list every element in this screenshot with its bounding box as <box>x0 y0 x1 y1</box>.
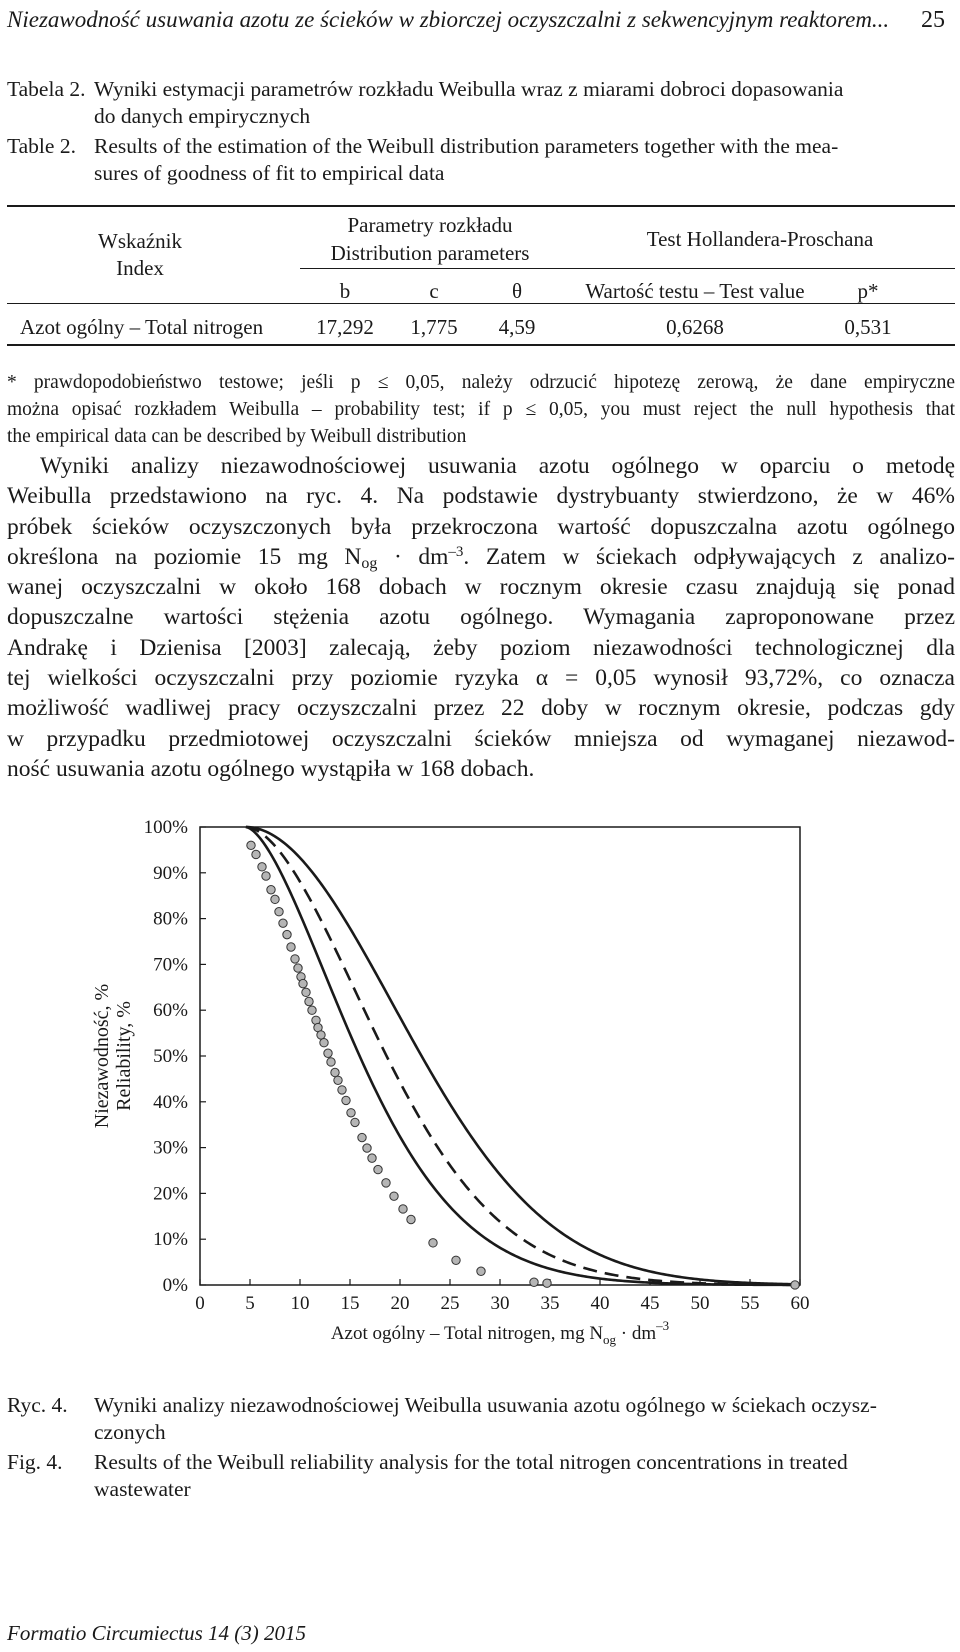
body-line: próbek ścieków oczyszczonych była przekroczona wartość dopuszczalna azotu ogólnego <box>7 513 955 540</box>
data-point <box>390 1192 398 1200</box>
x-tick-label: 45 <box>640 1293 660 1314</box>
body-line: możliwość wadliwej pracy oczyszczalni przez 22 doby w rocznym okresie, podczas gdy <box>7 695 955 722</box>
x-tick-label: 30 <box>490 1293 510 1314</box>
y-tick-label: 60% <box>153 1000 188 1022</box>
data-point <box>358 1133 366 1141</box>
body-line: Andrakę i Dzienisa [2003] zalecają, żeby poziom niezawodności technologicznej dla <box>7 634 955 661</box>
table-caption-en <box>7 133 955 187</box>
table-bottom-rule <box>7 344 955 346</box>
x-tick-label: 25 <box>440 1293 460 1314</box>
x-tick-label: 40 <box>590 1293 610 1314</box>
footnote-line: the empirical data can be described by Weibull distribution <box>7 426 467 447</box>
data-point <box>258 863 266 871</box>
body-line: dopuszczalne wartości stężenia azotu ogólnego. Wymagania zaproponowane przez <box>7 604 955 631</box>
y-tick-label: 90% <box>153 862 188 884</box>
x-tick-label: 20 <box>390 1293 410 1314</box>
data-point <box>302 988 310 996</box>
body-subscript: og <box>361 554 378 572</box>
table-head-index-en: Index <box>116 256 164 280</box>
data-point <box>283 930 291 938</box>
data-point <box>368 1154 376 1162</box>
x-tick-label: 5 <box>245 1293 255 1314</box>
figure-caption-en-label: Fig. 4. <box>7 1450 63 1474</box>
table-cell-c: 1,775 <box>410 315 458 339</box>
y-tick-label: 40% <box>153 1091 188 1113</box>
figure-caption-pl-label: Ryc. 4. <box>7 1393 68 1417</box>
data-point <box>262 872 270 880</box>
figure-caption-en-line2: wastewater <box>94 1477 191 1501</box>
footnote-line: * prawdopodobieństwo testowe; jeśli p ≤ 0,05, należy odrzucić hipotezę zerową, że dane empiryczne <box>7 372 955 393</box>
table-footnote <box>7 369 955 450</box>
table-col-p: p* <box>857 279 879 303</box>
x-tick-label: 15 <box>340 1293 360 1314</box>
journal-footer: Formatio Circumiectus 14 (3) 2015 <box>7 1621 307 1645</box>
data-point <box>347 1109 355 1117</box>
body-line: tej wielkości oczyszczalni przy poziomie ryzyka α = 0,05 wynosił 93,72%, co oznacza <box>7 665 955 692</box>
data-point <box>267 886 275 894</box>
table-row-label: Azot ogólny – Total nitrogen <box>20 315 264 339</box>
y-tick-label: 50% <box>153 1046 188 1067</box>
body-line: w przypadku przedmiotowej oczyszczalni ścieków mniejsza od wymaganej niezawod- <box>7 725 955 752</box>
data-point <box>363 1144 371 1152</box>
x-axis-label: Azot ogólny – Total nitrogen, mg $N_{og} \cdot dm^{-3}$ <box>330 1318 670 1347</box>
data-point <box>331 1068 339 1076</box>
figure-caption-en-text <box>94 1449 954 1503</box>
table-caption-en-line1: Results of the estimation of the Weibull distribution parameters together with the mea- <box>94 134 839 158</box>
y-tick-label: 100% <box>143 817 188 838</box>
y-tick-label: 10% <box>153 1229 188 1251</box>
table-header-rule <box>7 303 955 304</box>
data-point <box>308 1006 316 1014</box>
data-point <box>299 979 307 987</box>
table-cell-theta: 4,59 <box>498 315 536 339</box>
table-head-params-pl: Parametry rozkładu <box>347 213 513 237</box>
body-text-run: określona na poziomie 15 mg N <box>7 543 362 570</box>
y-tick-label: 30% <box>153 1137 188 1159</box>
table-cell-test-value: 0,6268 <box>666 315 724 339</box>
x-tick-label: 0 <box>195 1293 205 1314</box>
figure-caption-pl-line1: Wyniki analizy niezawodnościowej Weibulla usuwania azotu ogólnego w ściekach oczysz- <box>94 1393 877 1417</box>
y-axis-label-en: Reliability, % <box>113 1001 135 1111</box>
body-line: wanej oczyszczalni w około 168 dobach w rocznym okresie czasu znajdują się ponad <box>7 574 955 601</box>
data-point <box>271 895 279 903</box>
data-point <box>252 850 260 858</box>
figure-caption-pl-text <box>94 1392 954 1446</box>
figure-caption-pl-line2: czonych <box>94 1420 166 1444</box>
y-tick-label: 20% <box>153 1183 188 1205</box>
body-line: Wyniki analizy niezawodnościowej usuwania azotu ogólnego w oparciu o metodę <box>40 453 955 479</box>
data-point <box>382 1179 390 1187</box>
table-caption-pl-label: Tabela 2. <box>7 77 86 101</box>
data-point <box>374 1165 382 1173</box>
y-tick-label: 0% <box>162 1275 188 1296</box>
table-caption-pl <box>7 76 955 130</box>
table-col-b: b <box>339 279 351 303</box>
plot-frame <box>200 827 800 1285</box>
figure-caption-en <box>7 1449 955 1503</box>
data-point <box>279 919 287 927</box>
data-point <box>305 997 313 1005</box>
data-point <box>342 1096 350 1104</box>
page-number: 25 <box>921 7 945 33</box>
body-text-run: . Zatem w ściekach odpływających z analizo- <box>463 543 955 570</box>
x-tick-label: 55 <box>740 1293 760 1314</box>
running-head <box>7 2 955 38</box>
table-col-theta: θ <box>511 279 523 303</box>
footnote-line: można opisać rozkładem Weibulla – probability test; if p ≤ 0,05, you must reject the null hypothesis that <box>7 399 955 420</box>
data-point <box>338 1086 346 1094</box>
body-paragraph <box>7 451 955 784</box>
weibull-chart-svg <box>80 815 860 1355</box>
table-caption-en-label: Table 2. <box>7 134 76 158</box>
table-col-c: c <box>429 279 439 303</box>
weibull-chart <box>80 815 860 1355</box>
body-line: Weibulla przedstawiono na ryc. 4. Na podstawie dystrybuanty stwierdzono, że w 46% <box>7 483 955 510</box>
running-head-title: Niezawodność usuwania azotu ze ścieków w zbiorczej oczyszczalni z sekwencyjnym reaktorem... <box>7 7 890 32</box>
data-point <box>327 1058 335 1066</box>
y-tick-label: 70% <box>153 954 188 976</box>
data-point <box>291 955 299 963</box>
table-head-index-pl: Wskaźnik <box>98 229 182 253</box>
data-point <box>399 1205 407 1213</box>
y-axis-label-pl: Niezawodność, % <box>91 983 113 1129</box>
data-point <box>477 1267 485 1275</box>
data-point <box>334 1076 342 1084</box>
data-point <box>287 943 295 951</box>
table-caption-en-line2: sures of goodness of fit to empirical data <box>94 161 445 185</box>
x-tick-label: 35 <box>540 1293 560 1314</box>
body-line-with-units <box>7 542 955 572</box>
data-point <box>351 1118 359 1126</box>
data-point <box>452 1256 460 1264</box>
data-point <box>543 1279 551 1287</box>
table-mid-rule <box>300 268 955 269</box>
table-cell-p: 0,531 <box>844 315 892 339</box>
data-point <box>791 1281 799 1289</box>
table-caption-pl-line2: do danych empirycznych <box>94 104 311 128</box>
data-point <box>317 1031 325 1039</box>
table-col-test-value: Wartość testu – Test value <box>585 279 805 303</box>
table-head-test: Test Hollandera-Proschana <box>646 227 874 251</box>
x-tick-label: 50 <box>690 1293 710 1314</box>
table-caption-en-text <box>94 133 949 187</box>
data-point <box>324 1049 332 1057</box>
data-point <box>275 908 283 916</box>
table-caption-pl-text <box>94 76 949 130</box>
data-point <box>247 841 255 849</box>
data-point <box>530 1278 538 1286</box>
x-tick-label: 60 <box>790 1293 810 1314</box>
body-text-run: · dm <box>377 543 449 570</box>
body-superscript: –3 <box>448 543 464 560</box>
y-tick-label: 80% <box>153 908 188 930</box>
data-point <box>294 964 302 972</box>
table-top-rule <box>7 205 955 207</box>
table-head-params-en: Distribution parameters <box>330 241 530 265</box>
data-point <box>320 1039 328 1047</box>
body-line: ność usuwania azotu ogólnego wystąpiła w 168 dobach. <box>7 755 535 782</box>
x-tick-label: 10 <box>290 1293 310 1314</box>
table-caption-pl-line1: Wyniki estymacji parametrów rozkładu Weibulla wraz z miarami dobroci dopasowania <box>94 77 844 101</box>
table-cell-b: 17,292 <box>316 315 374 339</box>
data-point <box>429 1239 437 1247</box>
figure-caption-pl <box>7 1392 955 1446</box>
data-point <box>407 1215 415 1223</box>
figure-caption-en-line1: Results of the Weibull reliability analysis for the total nitrogen concentrations in treated <box>94 1450 848 1474</box>
